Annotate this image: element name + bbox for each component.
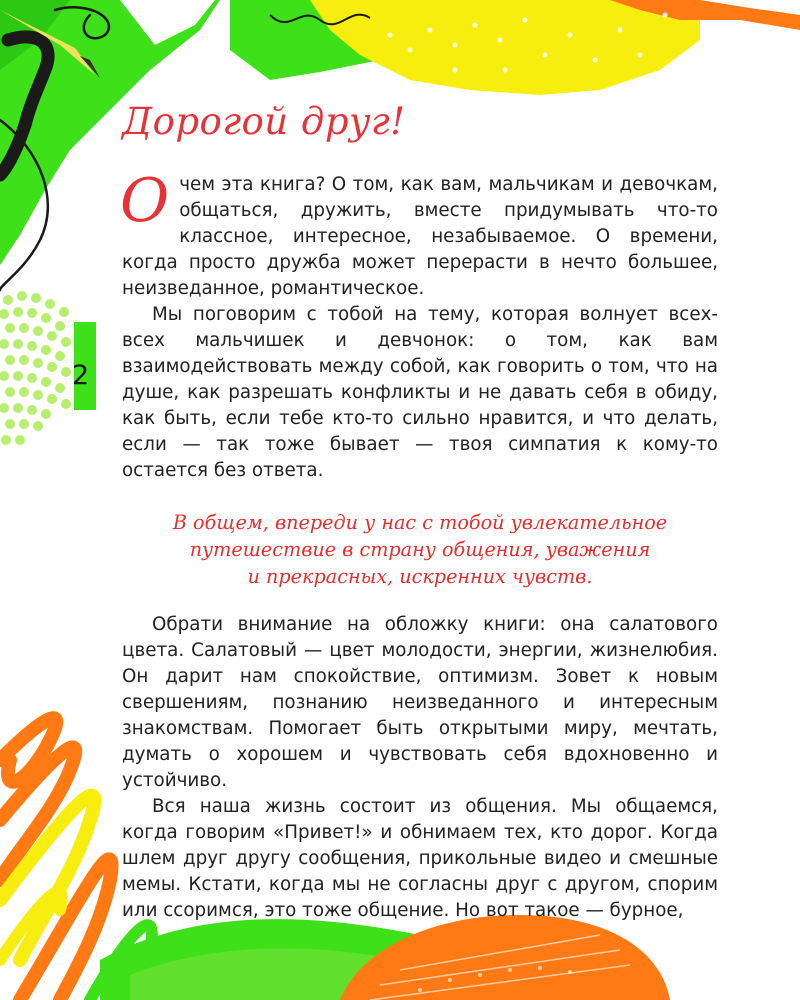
quote-line: В общем, впереди у нас с тобой увлекательное bbox=[172, 511, 668, 534]
paragraph-1 bbox=[120, 166, 718, 302]
pull-quote bbox=[122, 509, 718, 590]
quote-line: и прекрасных, искренних чувств. bbox=[247, 565, 593, 588]
bottom-right-orange-blob bbox=[340, 915, 670, 1000]
main-text bbox=[122, 612, 718, 924]
paragraph-2: Мы поговорим с тобой на тему, которая волнует всех-всех мальчишек и девчонок: о том, как вам взаимодействовать между собой, как говорить о том, что на душе, как разрешать конфликты и не давать себя в обиду, как быть, если тебе кто-то сильно нравится, и что делать, если — так тоже бывает — твоя симпатия к кому-то остается без ответа. bbox=[122, 304, 718, 481]
intro-text bbox=[120, 166, 718, 484]
drop-cap: О bbox=[120, 166, 170, 236]
paragraph-3: Обрати внимание на обложку книги: она салатового цвета. Салатовый — цвет молодости, энергии, жизнелюбия. Он дарит нам спокойствие, оптимизм. Зовет к новым свершениям, познанию неизведанного и интересным знакомствам. Помогает быть открытыми миру, мечтать, думать о хорошем и чувствовать себя вдохновенно и устойчиво. bbox=[122, 614, 718, 791]
lime-dots-circle bbox=[0, 291, 71, 445]
paragraph-1-text: чем эта книга? О том, как вам, мальчикам и девочкам, общаться, дружить, вместе придумывать что-то классное, интересное, незабываемое. О времени, когда просто дружба может перерасти в нечто большее, неизведанное, романтическое. bbox=[122, 174, 718, 299]
page-number-tab bbox=[74, 322, 96, 410]
page-title: Дорогой друг! bbox=[122, 100, 406, 143]
top-right-blobs bbox=[230, 0, 800, 95]
paragraph-4: Вся наша жизнь состоит из общения. Мы общаемся, когда говорим «Привет!» и обнимаем тех, кто дорог. Когда шлем друг другу сообщения, прикольные видео и смешные мемы. Кстати, когда мы не согласны друг с другом, спорим или ссоримся, это тоже общение. Но вот такое — бурное, bbox=[122, 796, 718, 921]
quote-line: путешествие в страну общения, уважения bbox=[189, 538, 651, 561]
page-number: 2 bbox=[72, 360, 90, 391]
